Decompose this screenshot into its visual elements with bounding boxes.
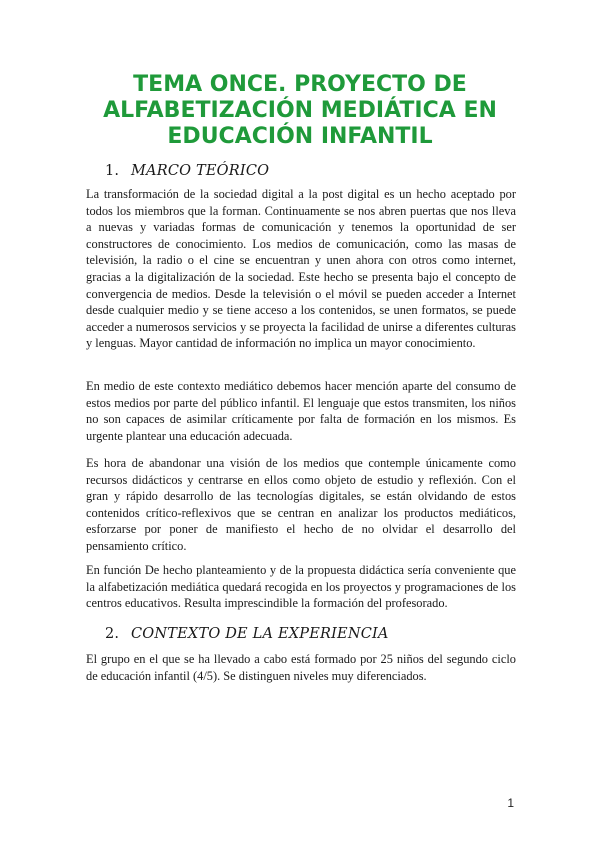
section-number: 1.	[105, 163, 120, 179]
document-title: TEMA ONCE. PROYECTO DE ALFABETIZACIÓN MEDIÁTICA EN EDUCACIÓN INFANTIL	[103, 72, 497, 149]
page-number: 1	[507, 796, 514, 810]
section-number: 2.	[105, 626, 120, 642]
section-heading-text: MARCO TEÓRICO	[131, 163, 270, 179]
section-heading-marco-teorico	[105, 163, 269, 179]
section-heading-contexto	[105, 626, 389, 642]
paragraph: La transformación de la sociedad digital a la post digital es un hecho aceptado por todos los miembros que la forman. Continuamente se nos abren puertas que nos lleva a nuevas y variadas formas de comunicación y tenemos la oportunidad de ser constructores de conocimiento. Los medios de comunicación, como las masas de televisión, la radio o el cine se encuentran y unen ahora con otros como internet, gracias a la digitalización de la sociedad. Este hecho se presenta bajo el concepto de convergencia de medios. Desde la televisión o el móvil se pueden acceder a Internet desde cualquier medio y se tiene acceso a los contenidos, se unen formatos, se puede acceder a numerosos servicios y se proyecta la facilidad de unirse a diferentes culturas y lenguas. Mayor cantidad de información no implica un mayor conocimiento.	[86, 187, 516, 351]
paragraph: En función De hecho planteamiento y de la propuesta didáctica sería conveniente que la alfabetización mediática quedará recogida en los proyectos y programaciones de los centros educativos. Resulta imprescindible la formación del profesorado.	[86, 563, 516, 611]
paragraph: Es hora de abandonar una visión de los medios que contemple únicamente como recursos didácticos y centrarse en ellos como objeto de estudio y reflexión. Con el gran y rápido desarrollo de las tecnologías digitales, se están olvidando de estos contenidos crítico-reflexivos que se centran en analizar los productos mediáticos, esforzarse por poner de manifiesto el hecho de no olvidar el desarrollo del pensamiento crítico.	[86, 456, 516, 553]
paragraph: En medio de este contexto mediático debemos hacer mención aparte del consumo de estos medios por parte del público infantil. El lenguaje que estos transmiten, los niños no son capaces de asimilar críticamente por falta de formación en los mismos. Es urgente plantear una educación adecuada.	[86, 379, 516, 443]
section-heading-text: CONTEXTO DE LA EXPERIENCIA	[131, 626, 389, 642]
paragraph: El grupo en el que se ha llevado a cabo está formado por 25 niños del segundo ciclo de educación infantil (4/5). Se distinguen niveles muy diferenciados.	[86, 652, 516, 683]
